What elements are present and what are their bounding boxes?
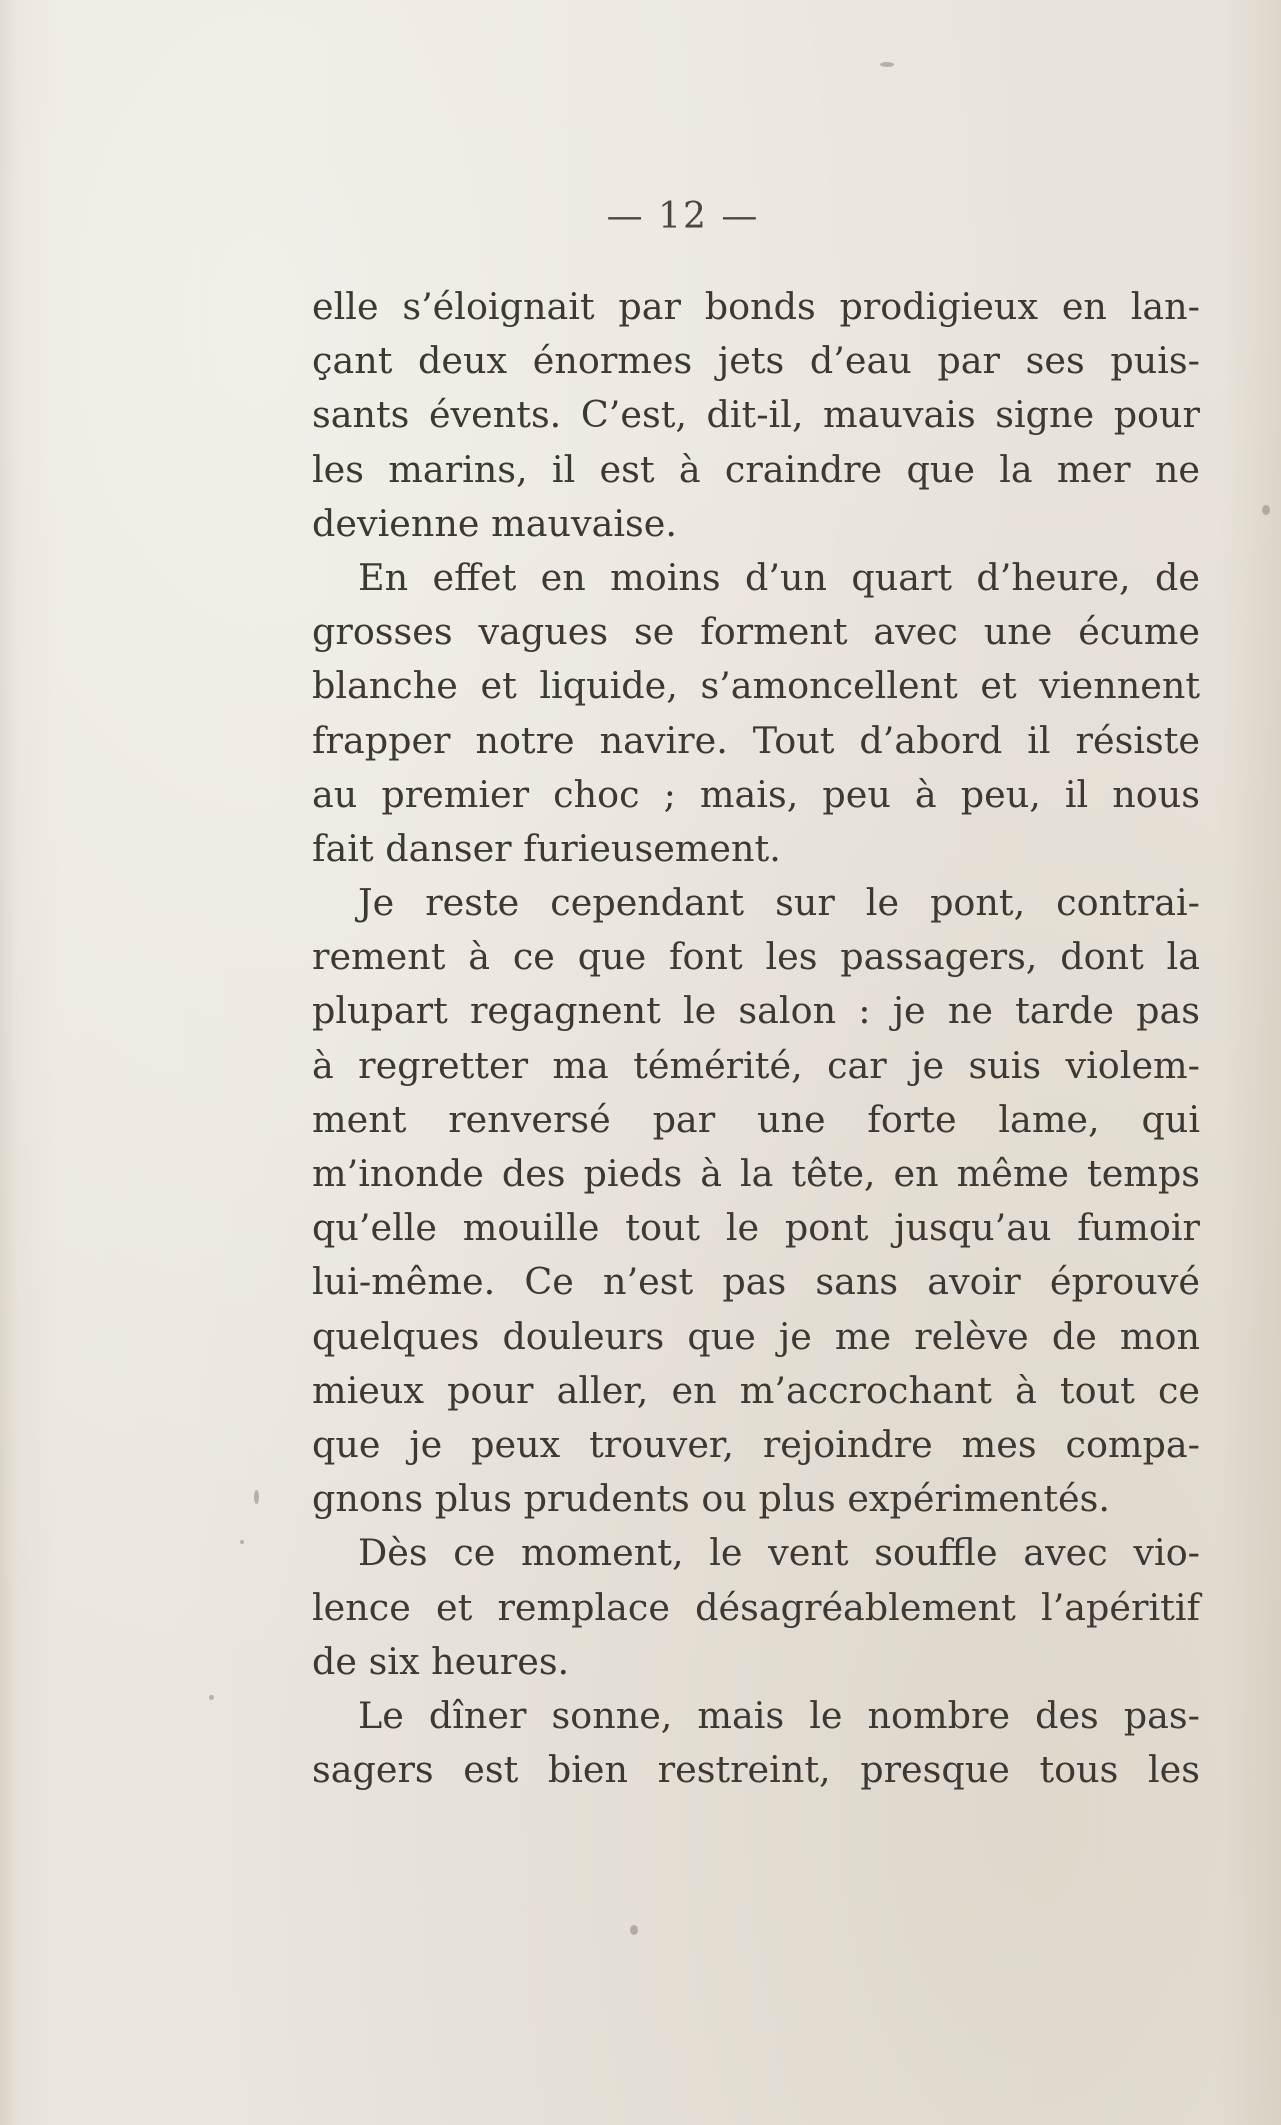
ink-speck — [880, 62, 894, 67]
text-line: çant deux énormes jets d’eau par ses puis- — [312, 339, 1200, 383]
text-line: quelques douleurs que je me relève de mon — [312, 1314, 1200, 1358]
text-line: à regretter ma témérité, car je suis violem- — [312, 1043, 1200, 1087]
text-line: ment renversé par une forte lame, qui — [312, 1097, 1200, 1141]
text-line: gnons plus prudents ou plus expérimentés. — [312, 1477, 1110, 1521]
page-number: — 12 — — [606, 196, 760, 237]
text-line: au premier choc ; mais, peu à peu, il nous — [312, 772, 1200, 816]
ink-speck — [254, 1490, 259, 1504]
text-line: Le dîner sonne, mais le nombre des pas- — [358, 1693, 1200, 1737]
text-line: plupart regagnent le salon : je ne tarde pas — [312, 989, 1200, 1033]
text-line: blanche et liquide, s’amoncellent et viennent — [312, 664, 1200, 708]
ink-speck — [209, 1695, 214, 1700]
ink-speck — [240, 1540, 244, 1544]
text-line: Je reste cependant sur le pont, contrai- — [358, 881, 1200, 925]
text-line: lence et remplace désagréablement l’apéritif — [312, 1585, 1200, 1629]
ink-speck — [1262, 505, 1270, 515]
body-text — [312, 280, 1200, 1797]
text-line: grosses vagues se forment avec une écume — [312, 610, 1200, 654]
text-line: sants évents. C’est, dit-il, mauvais signe pour — [312, 393, 1200, 437]
text-line: qu’elle mouille tout le pont jusqu’au fumoir — [312, 1206, 1200, 1250]
text-line: elle s’éloignait par bonds prodigieux en lan- — [312, 285, 1200, 328]
text-line: En effet en moins d’un quart d’heure, de — [358, 555, 1200, 599]
text-line: frapper notre navire. Tout d’abord il résiste — [312, 718, 1200, 762]
text-line: sagers est bien restreint, presque tous les — [312, 1748, 1200, 1792]
text-line: que je peux trouver, rejoindre mes compa- — [312, 1422, 1200, 1466]
text-line: mieux pour aller, en m’accrochant à tout ce — [312, 1368, 1200, 1412]
text-line: de six heures. — [312, 1639, 570, 1683]
ink-speck — [630, 1925, 638, 1935]
text-line: rement à ce que font les passagers, dont la — [312, 935, 1200, 979]
text-line: fait danser furieusement. — [312, 826, 781, 870]
text-line: les marins, il est à craindre que la mer ne — [312, 447, 1200, 491]
text-line: devienne mauvaise. — [312, 501, 677, 545]
text-line: Dès ce moment, le vent souffle avec vio- — [358, 1531, 1200, 1575]
text-line: lui-même. Ce n’est pas sans avoir éprouvé — [312, 1260, 1200, 1304]
text-line: m’inonde des pieds à la tête, en même temps — [312, 1152, 1200, 1195]
